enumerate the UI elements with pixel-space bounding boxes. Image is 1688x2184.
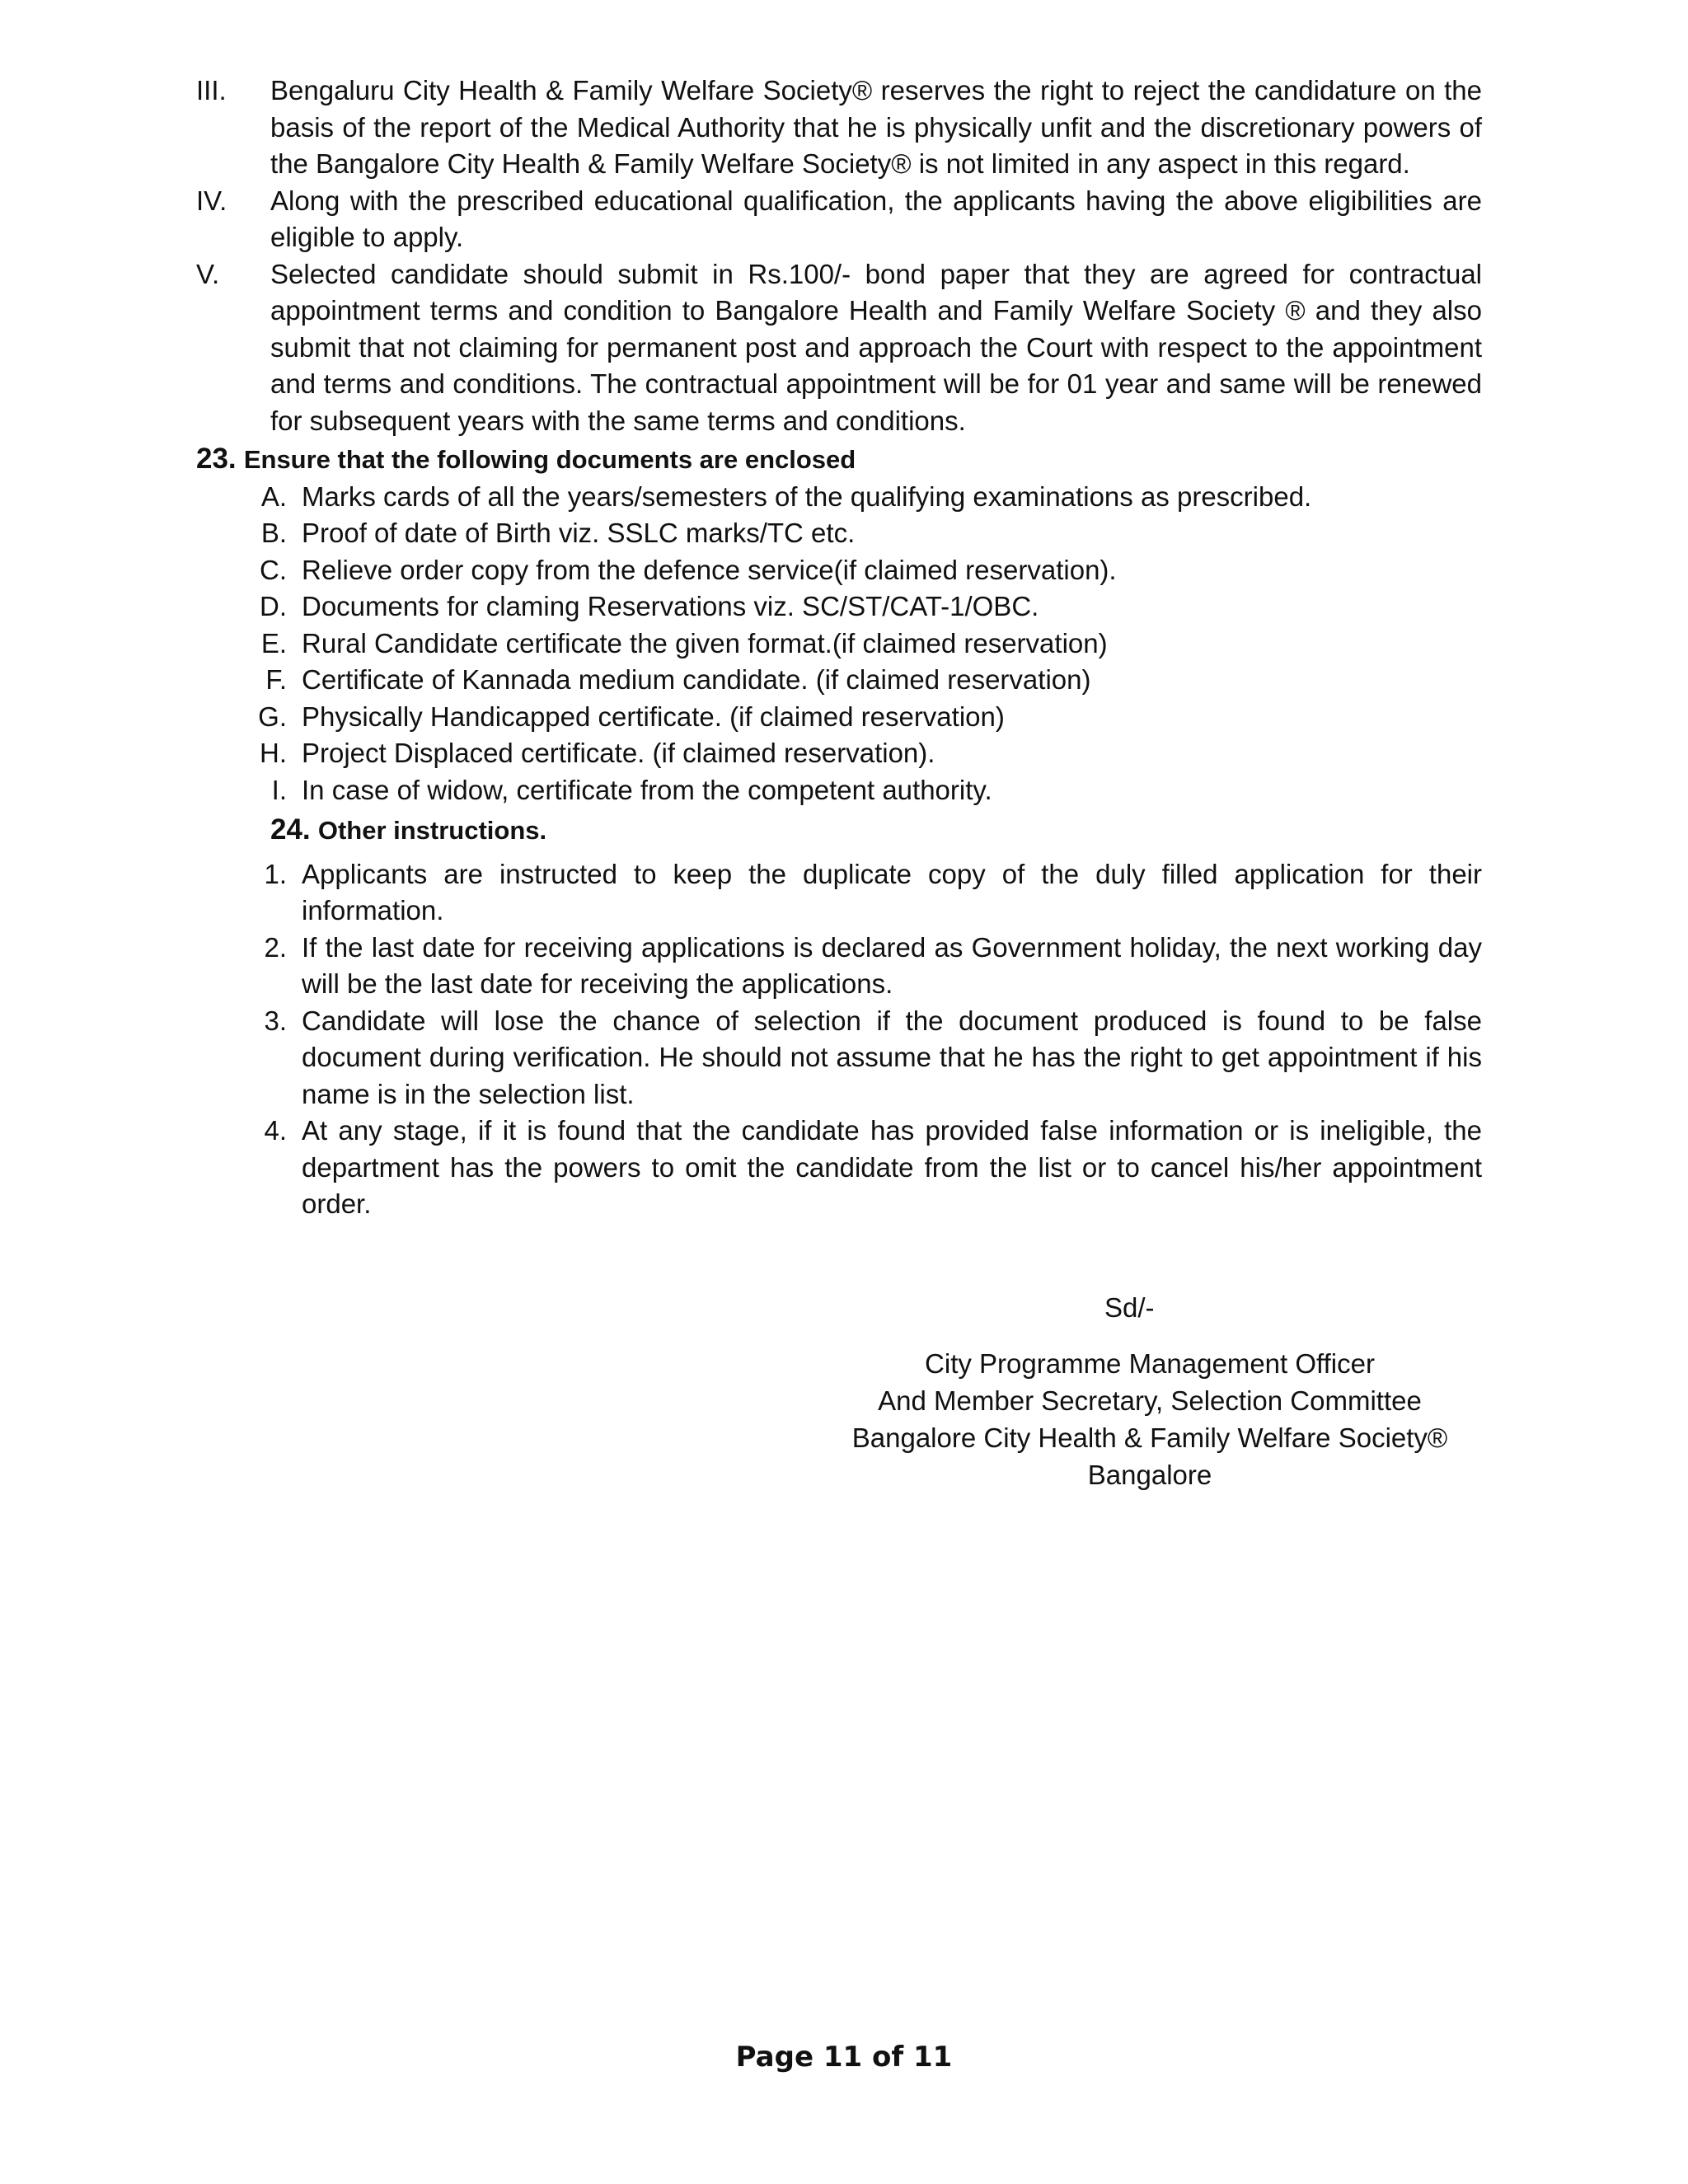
list-item-d — [196, 588, 1482, 626]
list-marker: 3. — [264, 1005, 287, 1036]
list-marker: B. — [260, 518, 287, 548]
list-item-i — [196, 772, 1482, 809]
signature-block — [816, 1345, 1484, 1493]
list-marker: D. — [260, 591, 287, 621]
list-item-c — [196, 552, 1482, 589]
list-text: In case of widow, certificate from the competent authority. — [302, 774, 992, 805]
list-item-2 — [196, 930, 1482, 1003]
list-item-g — [196, 699, 1482, 736]
section-24-heading — [270, 812, 1482, 850]
list-marker: V. — [196, 258, 220, 289]
section-number: 24. — [270, 813, 311, 846]
signature-line-3: Bangalore City Health & Family Welfare Society® — [851, 1422, 1448, 1453]
document-body — [196, 73, 1482, 1223]
list-item-roman-5 — [196, 256, 1482, 440]
signature-line-4: Bangalore — [1087, 1460, 1212, 1490]
list-item-roman-4 — [196, 183, 1482, 256]
list-text: Project Displaced certificate. (if claimed reservation). — [302, 738, 935, 768]
list-text: Rural Candidate certificate the given format.(if claimed reservation) — [302, 627, 1108, 658]
list-marker: H. — [260, 738, 287, 768]
list-item-b — [196, 515, 1482, 552]
list-marker: G. — [258, 701, 287, 732]
list-text: At any stage, if it is found that the candidate has provided false information or is ineligible, the department has the powers to omit the candidate from the list or to cancel his/her appointment order. — [302, 1115, 1482, 1219]
list-item-f — [196, 662, 1482, 699]
list-text: Proof of date of Birth viz. SSLC marks/TC etc. — [302, 518, 856, 548]
list-marker: C. — [260, 554, 287, 585]
list-marker: 1. — [264, 858, 287, 889]
list-text: Bengaluru City Health & Family Welfare Society® reserves the right to reject the candidature on the basis of the report of the Medical Authority that he is physically unfit and the discretionary powers of the Bangalore City Health & Family Welfare Society® is not limited in any aspect in this regard. — [270, 75, 1482, 179]
list-marker: I. — [271, 774, 287, 805]
list-marker: F. — [265, 664, 287, 695]
list-text: Documents for claming Reservations viz. SC/ST/CAT-1/OBC. — [302, 591, 1039, 621]
list-marker: IV. — [196, 185, 227, 216]
section-title: Other instructions. — [317, 816, 547, 845]
list-item-e — [196, 626, 1482, 663]
section-number: 23. — [196, 443, 237, 475]
signature-line-2: And Member Secretary, Selection Committee — [878, 1385, 1422, 1416]
list-text: Along with the prescribed educational qualification, the applicants having the above eligibilities are eligible to apply. — [270, 185, 1482, 252]
page-number-footer: Page 11 of 11 — [735, 2041, 953, 2074]
list-text: Certificate of Kannada medium candidate. (if claimed reservation) — [302, 664, 1091, 695]
section-title: Ensure that the following documents are enclosed — [243, 445, 856, 474]
list-marker: 2. — [264, 931, 287, 963]
list-text: Selected candidate should submit in Rs.100/- bond paper that they are agreed for contractual appointment terms and condition to Bangalore Health and Family Welfare Society ® and they also submit that not claiming for permanent post and approach the Court with respect to the appointment and terms and conditions. The contractual appointment will be for 01 year and same will be renewed for subsequent years with the same terms and conditions. — [270, 258, 1482, 436]
list-text: Relieve order copy from the defence service(if claimed reservation). — [302, 554, 1117, 585]
list-item-a — [196, 479, 1482, 516]
list-item-3 — [196, 1003, 1482, 1113]
signature-line-1: City Programme Management Officer — [925, 1348, 1375, 1379]
list-text: Applicants are instructed to keep the duplicate copy of the duly filled application for their information. — [302, 858, 1482, 926]
list-text: If the last date for receiving applications is declared as Government holiday, the next working day will be the last date for receiving the applications. — [302, 931, 1482, 999]
section-23-heading — [196, 441, 1482, 479]
list-item-1 — [196, 856, 1482, 930]
list-marker: A. — [260, 480, 287, 512]
list-text: Candidate will lose the chance of selection if the document produced is found to be false document during verification. He should not assume that he has the right to get appointment if his name is in the selection list. — [302, 1005, 1482, 1109]
list-marker: E. — [260, 627, 287, 658]
list-text: Marks cards of all the years/semesters of the qualifying examinations as prescribed. — [302, 480, 1312, 512]
signature-sd: Sd/- — [1104, 1292, 1155, 1323]
list-item-4 — [196, 1113, 1482, 1223]
list-item-h — [196, 735, 1482, 772]
list-text: Physically Handicapped certificate. (if claimed reservation) — [302, 701, 1005, 732]
list-marker: III. — [196, 75, 227, 105]
list-item-roman-3 — [196, 73, 1482, 183]
list-marker: 4. — [264, 1115, 287, 1146]
